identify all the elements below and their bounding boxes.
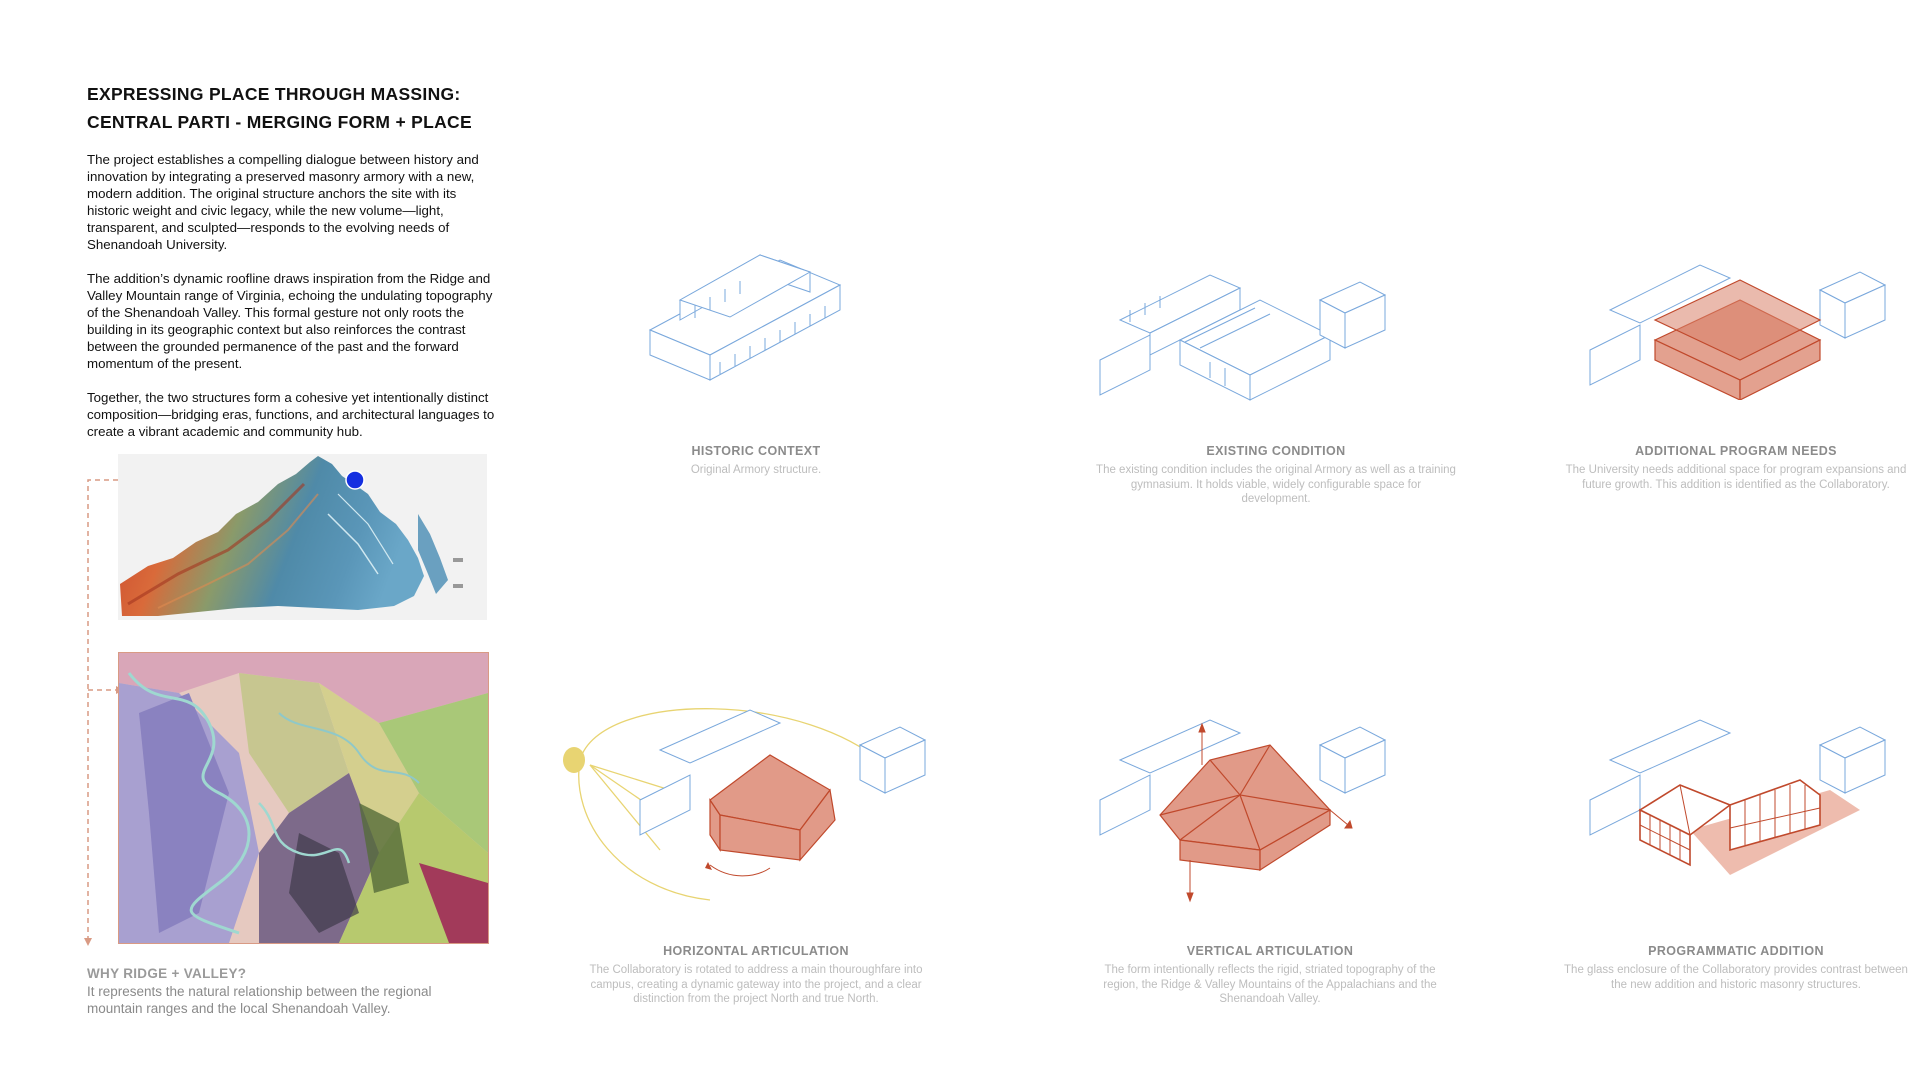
caption-existing-condition <box>1096 444 1456 507</box>
diagram-programmatic-addition <box>1580 700 1900 890</box>
intro-paragraph-3: Together, the two structures form a cohesive yet intentionally distinct composition—bridging eras, functions, and architectural languages to create a vibrant academic and community hub. <box>87 390 495 439</box>
intro-text <box>87 151 499 457</box>
virginia-topo-map <box>118 454 487 620</box>
why-ridge-valley-text: It represents the natural relationship between the regional mountain ranges and the local Shenandoah Valley. <box>87 984 432 1016</box>
diagram-vertical-articulation <box>1090 700 1390 910</box>
caption-title: HISTORIC CONTEXT <box>691 444 821 458</box>
caption-additional-program-needs <box>1556 444 1916 492</box>
collaboratory-mass-rotated <box>710 755 835 860</box>
caption-description: The Collaboratory is rotated to address a main thouroughfare into campus, creating a dynamic gateway into the project, and a clear distinction from the project North and true North. <box>589 964 923 1005</box>
caption-description: Original Armory structure. <box>690 464 822 476</box>
caption-description: The existing condition includes the original Armory as well as a training gymnasium. It holds viable, widely configurable space for development. <box>1096 464 1456 505</box>
intro-paragraph-2: The addition’s dynamic roofline draws inspiration from the Ridge and Valley Mountain range of Virginia, echoing the undulating topography of the Shenandoah Valley. This formal gesture not only roots the building in its geographic context but also reinforces the contrast between the grounded permanence of the past and the forward momentum of the present. <box>87 271 493 371</box>
intro-paragraph-1: The project establishes a compelling dialogue between history and innovation by integrating a preserved masonry armory with a new, modern addition. The original structure anchors the site with its historic weight and civic legacy, while the new volume—light, transparent, and sculpted—responds to the evolving needs of Shenandoah University. <box>87 152 479 252</box>
page-title <box>87 80 472 136</box>
caption-description: The University needs additional space for program expansions and future growth. This addition is identified as the Collaboratory. <box>1565 464 1907 491</box>
diagram-horizontal-articulation <box>560 700 960 910</box>
caption-horizontal-articulation <box>576 944 936 1007</box>
caption-vertical-articulation <box>1090 944 1450 1007</box>
caption-programmatic-addition <box>1556 944 1916 992</box>
diagram-existing-condition <box>1090 260 1390 410</box>
diagram-historic-context <box>640 250 860 390</box>
caption-title: EXISTING CONDITION <box>1206 444 1346 458</box>
caption-historic-context <box>576 444 936 478</box>
why-ridge-valley-title: WHY RIDGE + VALLEY? <box>87 966 247 981</box>
sun-icon <box>563 747 585 773</box>
title-line-1: EXPRESSING PLACE THROUGH MASSING: <box>87 84 461 104</box>
diagram-additional-program-needs <box>1580 250 1890 400</box>
site-locator-dot <box>346 471 364 489</box>
collaboratory-mass-faceted <box>1160 745 1330 870</box>
caption-title: VERTICAL ARTICULATION <box>1186 944 1354 958</box>
caption-description: The glass enclosure of the Collaboratory provides contrast between the new addition and historic masonry structures. <box>1564 964 1908 991</box>
caption-title: ADDITIONAL PROGRAM NEEDS <box>1635 444 1837 458</box>
title-line-2: CENTRAL PARTI - MERGING FORM + PLACE <box>87 112 472 132</box>
caption-title: PROGRAMMATIC ADDITION <box>1648 944 1824 958</box>
geology-map <box>118 652 489 944</box>
caption-title: HORIZONTAL ARTICULATION <box>663 944 849 958</box>
caption-description: The form intentionally reflects the rigid, striated topography of the region, the Ridge & Valley Mountains of the Appalachians and the Shenandoah Valley. <box>1103 964 1437 1005</box>
